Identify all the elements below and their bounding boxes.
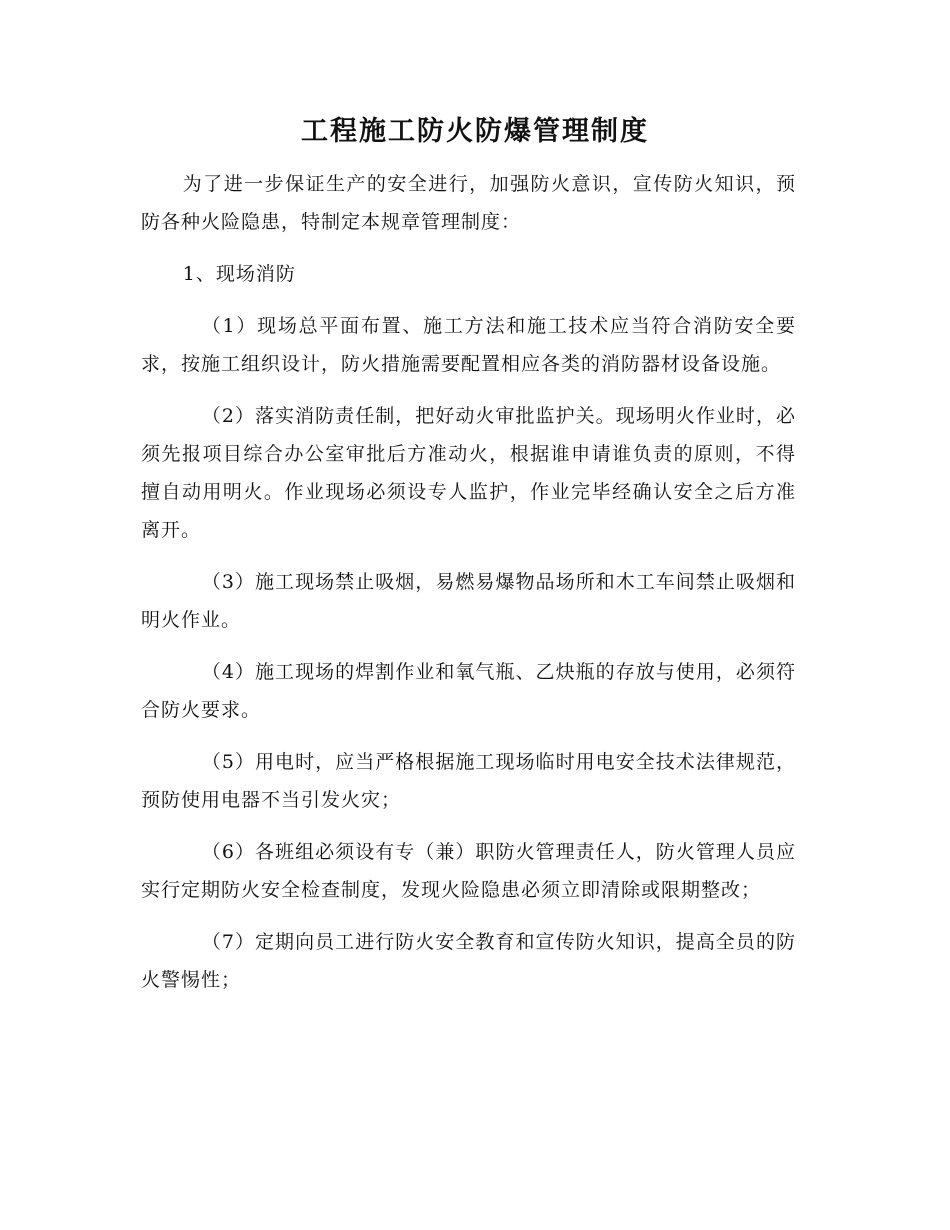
rule-item-1: （1）现场总平面布置、施工方法和施工技术应当符合消防安全要求，按施工组织设计，防火措施需要配置相应各类的消防器材设备设施。 xyxy=(141,315,796,375)
rule-item-2: （2）落实消防责任制，把好动火审批监护关。现场明火作业时，必须先报项目综合办公室审批后方准动火，根据谁申请谁负责的原则，不得擅自动用明火。作业现场必须设专人监护，作业完毕经确认安全之后方准离开。 xyxy=(141,405,796,541)
section-heading-site-fire-protection: 1、现场消防 xyxy=(182,263,296,285)
rule-item-5: （5）用电时，应当严格根据施工现场临时用电安全技术法律规范，预防使用电器不当引发火灾； xyxy=(141,751,796,811)
rule-item-7: （7）定期向员工进行防火安全教育和宣传防火知识，提高全员的防火警惕性； xyxy=(141,931,796,991)
rule-item-6: （6）各班组必须设有专（兼）职防火管理责任人，防火管理人员应实行定期防火安全检查制度，发现火险隐患必须立即清除或限期整改； xyxy=(141,841,796,901)
rule-item-4: （4）施工现场的焊割作业和氧气瓶、乙炔瓶的存放与使用，必须符合防火要求。 xyxy=(141,661,796,721)
document-body xyxy=(141,165,796,1013)
rule-item-3: （3）施工现场禁止吸烟，易燃易爆物品场所和木工车间禁止吸烟和明火作业。 xyxy=(141,571,796,631)
document-title: 工程施工防火防爆管理制度 xyxy=(301,116,649,147)
intro-paragraph: 为了进一步保证生产的安全进行，加强防火意识，宣传防火知识，预防各种火险隐患，特制定本规章管理制度： xyxy=(141,173,796,233)
